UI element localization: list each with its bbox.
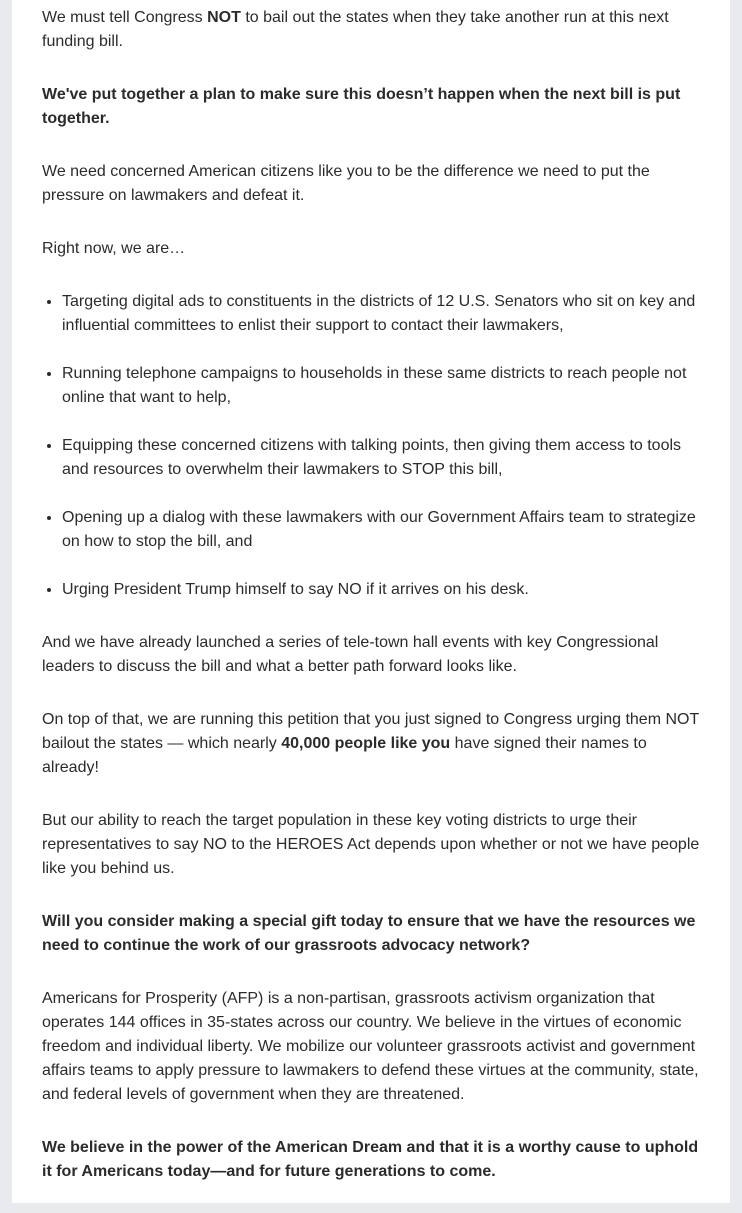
paragraph-petition: [42, 708, 706, 780]
text: We must tell Congress: [42, 9, 208, 26]
text: have signed their names to already!: [42, 735, 647, 776]
paragraph-congress-not: [42, 6, 706, 54]
text: to bail out the states when they take another run at this next funding bill.: [42, 9, 669, 50]
email-card: [12, 0, 730, 1203]
paragraph-concerned-citizens: We need concerned American citizens like you to be the difference we need to put the pressure on lawmakers and defeat it.: [42, 163, 650, 204]
emphasis-not: NOT: [207, 9, 241, 26]
list-item: • Opening up a dialog with these lawmakers with our Government Affairs team to strategize on how to stop the bill, and: [62, 506, 706, 554]
list-item: • Targeting digital ads to constituents in the districts of 12 U.S. Senators who sit on key and influential committees to enlist their support to contact their lawmakers,: [62, 290, 706, 338]
paragraph-plan: We've put together a plan to make sure this doesn’t happen when the next bill is put together.: [42, 86, 681, 127]
email-body: [42, 6, 706, 1213]
list-item: • Urging President Trump himself to say NO if it arrives on his desk.: [62, 578, 706, 602]
paragraph-american-dream: We believe in the power of the American Dream and that it is a worthy cause to uphold it for Americans today—and for future generations to come.: [42, 1139, 699, 1180]
text: On top of that, we are running this petition that you just signed to Congress urging them NOT bailout the states — which nearly: [42, 711, 699, 752]
list-item: • Equipping these concerned citizens with talking points, then giving them access to tools and resources to overwhelm their lawmakers to STOP this bill,: [62, 434, 706, 482]
paragraph-ability-to-reach: But our ability to reach the target population in these key voting districts to urge their representatives to say NO to the HEROES Act depends upon whether or not we have people like you behind us.: [42, 812, 700, 877]
paragraph-gift-ask: Will you consider making a special gift today to ensure that we have the resources we need to continue the work of our grassroots advocacy network?: [42, 913, 696, 954]
list-item: • Running telephone campaigns to households in these same districts to reach people not online that want to help,: [62, 362, 706, 410]
actions-list: [42, 290, 706, 602]
paragraph-about-afp: Americans for Prosperity (AFP) is a non-partisan, grassroots activism organization that operates 144 offices in 35-states across our country. We believe in the virtues of economic freedom and individual liberty. We mobilize our volunteer grassroots activist and government affairs teams to apply pressure to lawmakers to defend these virtues at the community, state, and federal levels of government when they are threatened.: [42, 990, 699, 1103]
paragraph-right-now: Right now, we are…: [42, 240, 186, 257]
paragraph-tele-town-hall: And we have already launched a series of tele-town hall events with key Congressional leaders to discuss the bill and what a better path forward looks like.: [42, 634, 659, 675]
emphasis-signers: 40,000 people like you: [281, 735, 451, 752]
